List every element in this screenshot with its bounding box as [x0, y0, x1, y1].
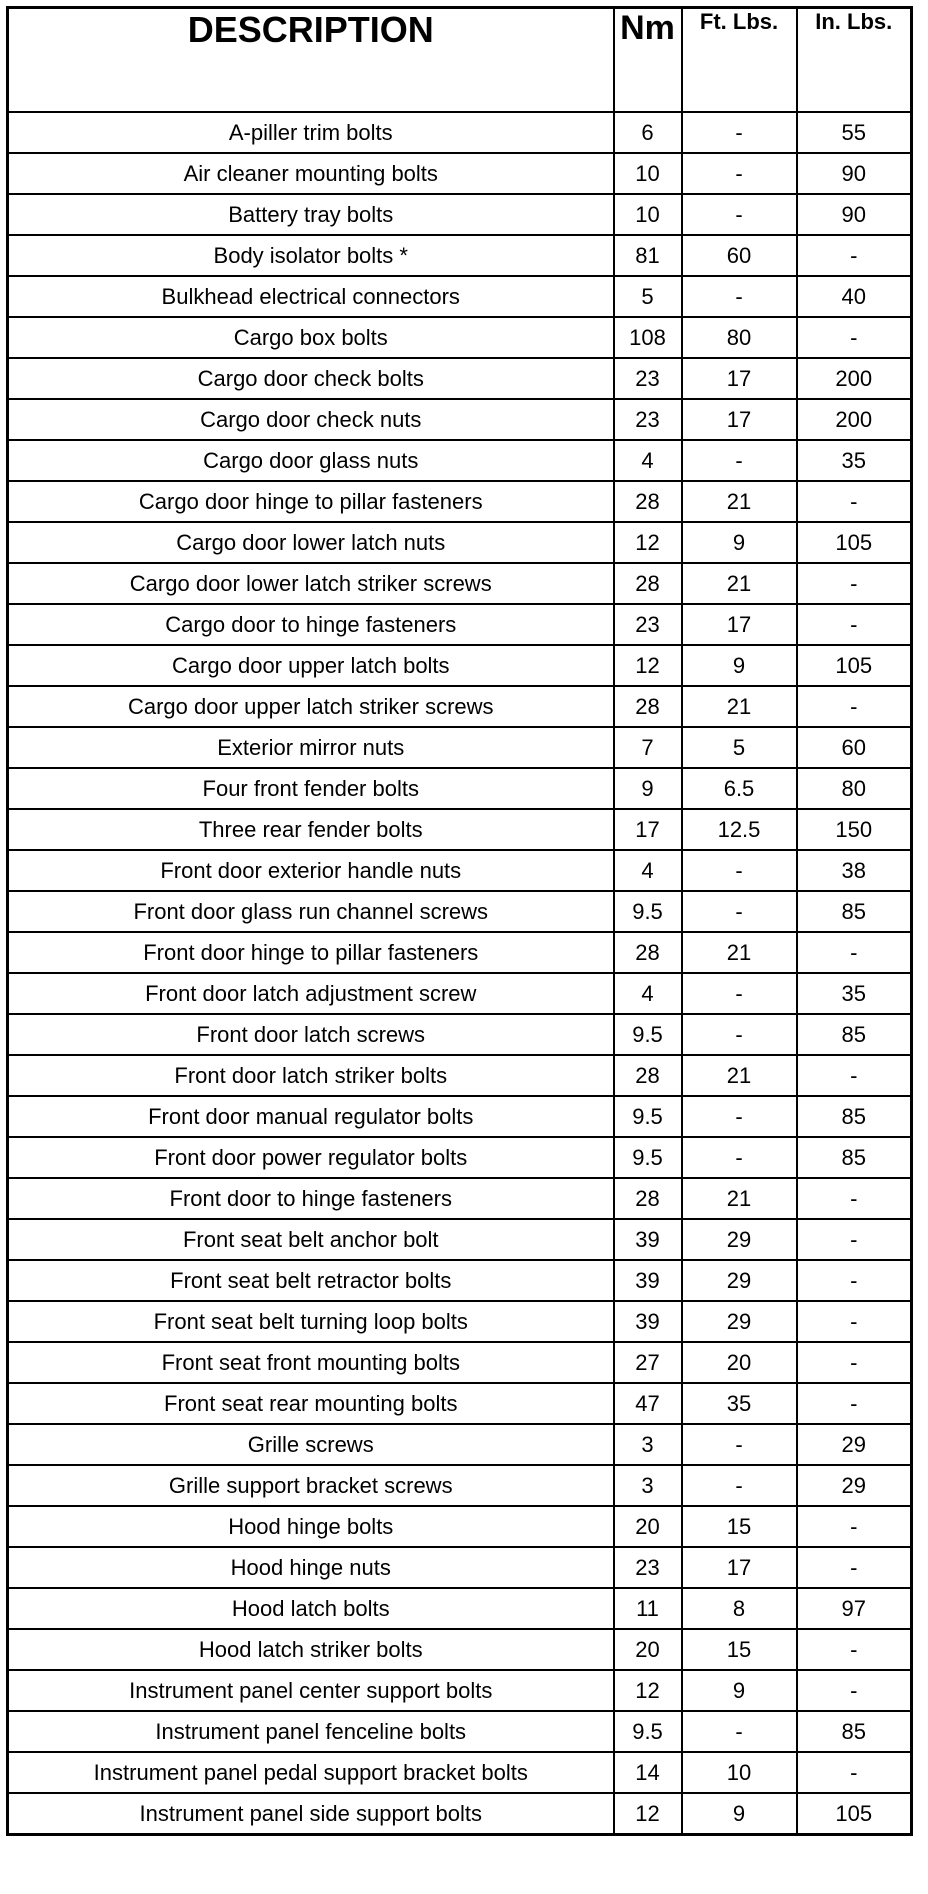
cell-nm: 39 — [614, 1260, 682, 1301]
cell-ft-lbs: 21 — [682, 1055, 797, 1096]
cell-in-lbs: 85 — [797, 1711, 912, 1752]
table-row — [8, 645, 912, 686]
table-row — [8, 1178, 912, 1219]
cell-in-lbs: 35 — [797, 973, 912, 1014]
cell-ft-lbs: 17 — [682, 1547, 797, 1588]
cell-in-lbs: 105 — [797, 645, 912, 686]
cell-ft-lbs: 17 — [682, 399, 797, 440]
cell-nm: 9.5 — [614, 891, 682, 932]
cell-ft-lbs: - — [682, 1096, 797, 1137]
cell-in-lbs: - — [797, 481, 912, 522]
cell-description: Air cleaner mounting bolts — [8, 153, 614, 194]
table-row — [8, 1465, 912, 1506]
cell-in-lbs: - — [797, 1301, 912, 1342]
cell-description: Instrument panel center support bolts — [8, 1670, 614, 1711]
cell-description: A-piller trim bolts — [8, 112, 614, 153]
cell-ft-lbs: 17 — [682, 604, 797, 645]
header-description: DESCRIPTION — [8, 8, 614, 113]
cell-description: Exterior mirror nuts — [8, 727, 614, 768]
cell-nm: 28 — [614, 1178, 682, 1219]
table-header-row — [8, 8, 912, 113]
table-row — [8, 1055, 912, 1096]
table-row — [8, 1219, 912, 1260]
header-ft-lbs: Ft. Lbs. — [682, 8, 797, 113]
cell-description: Cargo door to hinge fasteners — [8, 604, 614, 645]
cell-nm: 28 — [614, 481, 682, 522]
cell-nm: 6 — [614, 112, 682, 153]
cell-in-lbs: 29 — [797, 1465, 912, 1506]
cell-in-lbs: 200 — [797, 358, 912, 399]
cell-nm: 9 — [614, 768, 682, 809]
cell-ft-lbs: 80 — [682, 317, 797, 358]
cell-nm: 9.5 — [614, 1137, 682, 1178]
cell-ft-lbs: 17 — [682, 358, 797, 399]
cell-ft-lbs: 9 — [682, 645, 797, 686]
cell-nm: 108 — [614, 317, 682, 358]
cell-description: Front door latch screws — [8, 1014, 614, 1055]
table-body — [8, 112, 912, 1835]
cell-in-lbs: 105 — [797, 1793, 912, 1835]
cell-ft-lbs: 9 — [682, 522, 797, 563]
cell-in-lbs: - — [797, 1178, 912, 1219]
cell-in-lbs: 85 — [797, 891, 912, 932]
cell-description: Three rear fender bolts — [8, 809, 614, 850]
cell-description: Hood latch bolts — [8, 1588, 614, 1629]
cell-description: Front door manual regulator bolts — [8, 1096, 614, 1137]
cell-in-lbs: - — [797, 1752, 912, 1793]
cell-description: Front door power regulator bolts — [8, 1137, 614, 1178]
cell-nm: 5 — [614, 276, 682, 317]
cell-description: Hood hinge bolts — [8, 1506, 614, 1547]
cell-description: Cargo door check bolts — [8, 358, 614, 399]
cell-ft-lbs: 21 — [682, 1178, 797, 1219]
cell-in-lbs: - — [797, 563, 912, 604]
table-row — [8, 1547, 912, 1588]
table-row — [8, 1752, 912, 1793]
cell-in-lbs: - — [797, 1383, 912, 1424]
cell-nm: 20 — [614, 1506, 682, 1547]
cell-ft-lbs: - — [682, 973, 797, 1014]
cell-nm: 23 — [614, 399, 682, 440]
cell-description: Hood latch striker bolts — [8, 1629, 614, 1670]
cell-description: Cargo door upper latch striker screws — [8, 686, 614, 727]
cell-description: Four front fender bolts — [8, 768, 614, 809]
cell-in-lbs: - — [797, 317, 912, 358]
cell-description: Front door to hinge fasteners — [8, 1178, 614, 1219]
cell-nm: 28 — [614, 932, 682, 973]
cell-description: Front door latch striker bolts — [8, 1055, 614, 1096]
cell-in-lbs: - — [797, 1055, 912, 1096]
cell-nm: 11 — [614, 1588, 682, 1629]
cell-description: Front seat rear mounting bolts — [8, 1383, 614, 1424]
cell-in-lbs: - — [797, 1219, 912, 1260]
cell-description: Cargo door lower latch striker screws — [8, 563, 614, 604]
cell-nm: 28 — [614, 686, 682, 727]
cell-nm: 3 — [614, 1465, 682, 1506]
table-row — [8, 1711, 912, 1752]
table-row — [8, 932, 912, 973]
cell-ft-lbs: - — [682, 1465, 797, 1506]
cell-in-lbs: 85 — [797, 1137, 912, 1178]
cell-in-lbs: 35 — [797, 440, 912, 481]
table-row — [8, 1670, 912, 1711]
cell-ft-lbs: 35 — [682, 1383, 797, 1424]
table-row — [8, 1014, 912, 1055]
fastener-torque-table — [6, 6, 913, 1836]
cell-description: Instrument panel side support bolts — [8, 1793, 614, 1835]
cell-description: Front seat belt anchor bolt — [8, 1219, 614, 1260]
cell-ft-lbs: 12.5 — [682, 809, 797, 850]
cell-nm: 28 — [614, 563, 682, 604]
cell-in-lbs: - — [797, 604, 912, 645]
table-row — [8, 850, 912, 891]
cell-in-lbs: - — [797, 235, 912, 276]
cell-ft-lbs: 9 — [682, 1793, 797, 1835]
cell-in-lbs: 90 — [797, 194, 912, 235]
cell-description: Body isolator bolts * — [8, 235, 614, 276]
cell-in-lbs: 60 — [797, 727, 912, 768]
cell-in-lbs: 80 — [797, 768, 912, 809]
cell-description: Instrument panel fenceline bolts — [8, 1711, 614, 1752]
cell-description: Bulkhead electrical connectors — [8, 276, 614, 317]
cell-ft-lbs: - — [682, 153, 797, 194]
table-row — [8, 276, 912, 317]
cell-in-lbs: 40 — [797, 276, 912, 317]
cell-ft-lbs: 5 — [682, 727, 797, 768]
cell-ft-lbs: 9 — [682, 1670, 797, 1711]
cell-nm: 23 — [614, 358, 682, 399]
cell-in-lbs: 85 — [797, 1014, 912, 1055]
cell-description: Front door hinge to pillar fasteners — [8, 932, 614, 973]
table-row — [8, 153, 912, 194]
cell-description: Grille support bracket screws — [8, 1465, 614, 1506]
cell-description: Battery tray bolts — [8, 194, 614, 235]
cell-description: Front seat front mounting bolts — [8, 1342, 614, 1383]
table-row — [8, 563, 912, 604]
cell-in-lbs: - — [797, 1506, 912, 1547]
cell-description: Cargo door glass nuts — [8, 440, 614, 481]
cell-description: Instrument panel pedal support bracket bolts — [8, 1752, 614, 1793]
table-row — [8, 1793, 912, 1835]
cell-ft-lbs: - — [682, 1137, 797, 1178]
cell-ft-lbs: 21 — [682, 932, 797, 973]
cell-in-lbs: 85 — [797, 1096, 912, 1137]
table-row — [8, 522, 912, 563]
cell-nm: 4 — [614, 440, 682, 481]
cell-description: Cargo door lower latch nuts — [8, 522, 614, 563]
cell-ft-lbs: 21 — [682, 686, 797, 727]
cell-description: Front door latch adjustment screw — [8, 973, 614, 1014]
cell-nm: 9.5 — [614, 1711, 682, 1752]
table-row — [8, 809, 912, 850]
cell-in-lbs: - — [797, 932, 912, 973]
cell-description: Cargo box bolts — [8, 317, 614, 358]
table-row — [8, 1096, 912, 1137]
cell-in-lbs: 29 — [797, 1424, 912, 1465]
cell-description: Cargo door hinge to pillar fasteners — [8, 481, 614, 522]
cell-in-lbs: - — [797, 1547, 912, 1588]
header-in-lbs: In. Lbs. — [797, 8, 912, 113]
table-row — [8, 1424, 912, 1465]
cell-nm: 28 — [614, 1055, 682, 1096]
cell-ft-lbs: 15 — [682, 1629, 797, 1670]
table-row — [8, 1260, 912, 1301]
cell-nm: 12 — [614, 522, 682, 563]
cell-nm: 17 — [614, 809, 682, 850]
cell-ft-lbs: 29 — [682, 1219, 797, 1260]
cell-ft-lbs: 8 — [682, 1588, 797, 1629]
cell-ft-lbs: 60 — [682, 235, 797, 276]
cell-in-lbs: 200 — [797, 399, 912, 440]
cell-in-lbs: 105 — [797, 522, 912, 563]
cell-ft-lbs: 6.5 — [682, 768, 797, 809]
table-row — [8, 1629, 912, 1670]
cell-ft-lbs: - — [682, 112, 797, 153]
cell-ft-lbs: 10 — [682, 1752, 797, 1793]
cell-nm: 4 — [614, 973, 682, 1014]
cell-description: Grille screws — [8, 1424, 614, 1465]
cell-nm: 10 — [614, 153, 682, 194]
cell-description: Front door glass run channel screws — [8, 891, 614, 932]
table-row — [8, 891, 912, 932]
cell-nm: 39 — [614, 1219, 682, 1260]
cell-in-lbs: - — [797, 1342, 912, 1383]
cell-nm: 12 — [614, 645, 682, 686]
cell-ft-lbs: 21 — [682, 481, 797, 522]
cell-in-lbs: 90 — [797, 153, 912, 194]
cell-ft-lbs: 29 — [682, 1260, 797, 1301]
table-row — [8, 727, 912, 768]
table-row — [8, 686, 912, 727]
cell-ft-lbs: - — [682, 194, 797, 235]
header-nm: Nm — [614, 8, 682, 113]
cell-description: Front seat belt retractor bolts — [8, 1260, 614, 1301]
cell-ft-lbs: - — [682, 440, 797, 481]
cell-ft-lbs: 20 — [682, 1342, 797, 1383]
cell-nm: 81 — [614, 235, 682, 276]
cell-ft-lbs: - — [682, 1424, 797, 1465]
cell-nm: 9.5 — [614, 1096, 682, 1137]
cell-ft-lbs: 15 — [682, 1506, 797, 1547]
table-row — [8, 973, 912, 1014]
table-row — [8, 358, 912, 399]
cell-nm: 23 — [614, 604, 682, 645]
table-row — [8, 317, 912, 358]
table-row — [8, 1383, 912, 1424]
cell-nm: 14 — [614, 1752, 682, 1793]
table-row — [8, 1588, 912, 1629]
cell-ft-lbs: - — [682, 1711, 797, 1752]
cell-nm: 39 — [614, 1301, 682, 1342]
cell-description: Cargo door upper latch bolts — [8, 645, 614, 686]
table-row — [8, 194, 912, 235]
cell-in-lbs: 150 — [797, 809, 912, 850]
cell-nm: 12 — [614, 1670, 682, 1711]
table-row — [8, 1342, 912, 1383]
cell-nm: 12 — [614, 1793, 682, 1835]
cell-nm: 7 — [614, 727, 682, 768]
table-row — [8, 1506, 912, 1547]
cell-ft-lbs: - — [682, 1014, 797, 1055]
cell-ft-lbs: - — [682, 850, 797, 891]
cell-ft-lbs: 21 — [682, 563, 797, 604]
cell-description: Front seat belt turning loop bolts — [8, 1301, 614, 1342]
cell-ft-lbs: - — [682, 891, 797, 932]
cell-nm: 23 — [614, 1547, 682, 1588]
cell-in-lbs: - — [797, 1670, 912, 1711]
cell-nm: 10 — [614, 194, 682, 235]
table-row — [8, 1137, 912, 1178]
cell-description: Hood hinge nuts — [8, 1547, 614, 1588]
table-row — [8, 399, 912, 440]
cell-in-lbs: - — [797, 1260, 912, 1301]
cell-nm: 27 — [614, 1342, 682, 1383]
cell-in-lbs: 55 — [797, 112, 912, 153]
table-row — [8, 768, 912, 809]
table-row — [8, 112, 912, 153]
table-row — [8, 235, 912, 276]
cell-description: Front door exterior handle nuts — [8, 850, 614, 891]
cell-nm: 47 — [614, 1383, 682, 1424]
table-row — [8, 604, 912, 645]
cell-nm: 4 — [614, 850, 682, 891]
cell-in-lbs: 38 — [797, 850, 912, 891]
cell-ft-lbs: 29 — [682, 1301, 797, 1342]
cell-nm: 20 — [614, 1629, 682, 1670]
cell-description: Cargo door check nuts — [8, 399, 614, 440]
cell-ft-lbs: - — [682, 276, 797, 317]
cell-in-lbs: - — [797, 1629, 912, 1670]
cell-nm: 9.5 — [614, 1014, 682, 1055]
cell-in-lbs: 97 — [797, 1588, 912, 1629]
cell-nm: 3 — [614, 1424, 682, 1465]
table-row — [8, 481, 912, 522]
table-row — [8, 440, 912, 481]
cell-in-lbs: - — [797, 686, 912, 727]
table-row — [8, 1301, 912, 1342]
